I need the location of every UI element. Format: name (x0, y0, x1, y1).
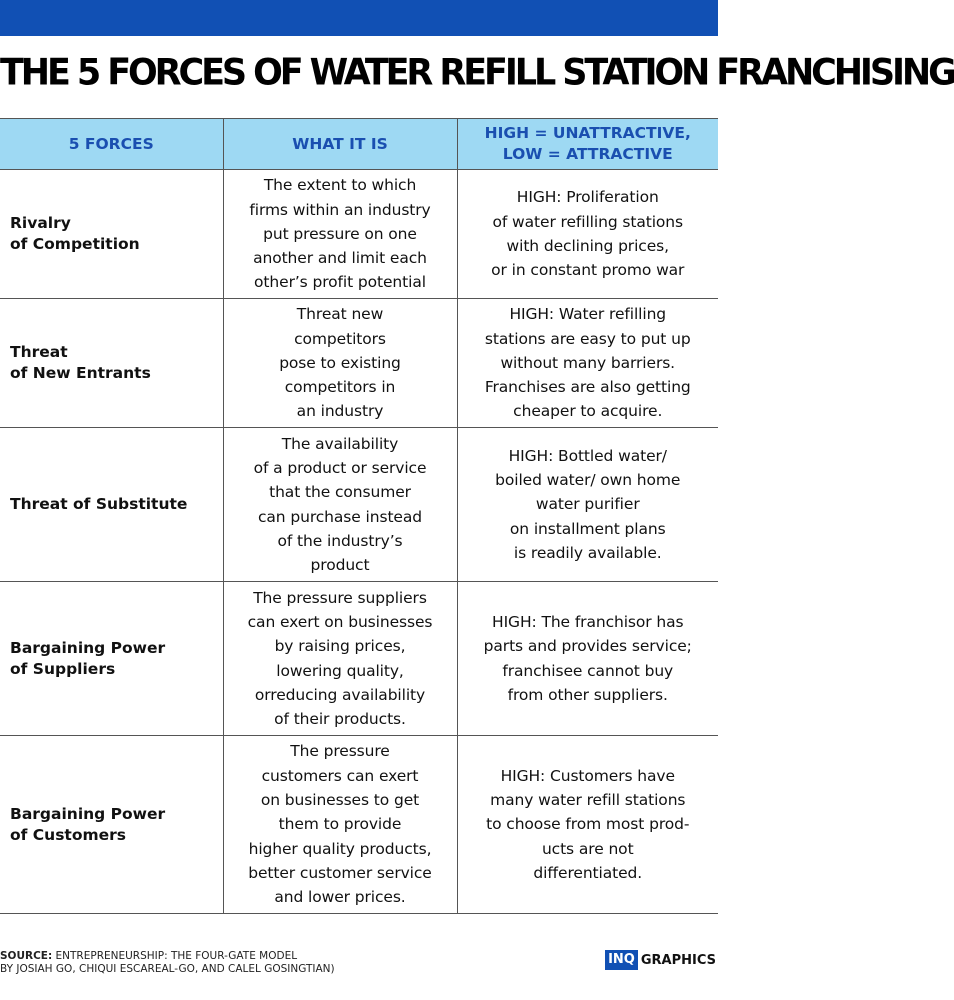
five-forces-table (0, 118, 718, 914)
force-definition: The pressure suppliers can exert on businesses by raising prices, lowering quality, orreducing availability of their products. (223, 582, 457, 736)
table-row (0, 170, 718, 299)
force-definition: The pressure customers can exert on businesses to get them to provide higher quality products, better customer service and lower prices. (223, 736, 457, 914)
table-row (0, 299, 718, 428)
graphics-wordmark: GRAPHICS (640, 952, 716, 968)
force-name: Threat of Substitute (0, 428, 223, 582)
source-credit (0, 950, 560, 976)
page-title: THE 5 FORCES OF WATER REFILL STATION FRANCHISING (0, 52, 954, 95)
force-name: Bargaining Power of Suppliers (0, 582, 223, 736)
table-row (0, 736, 718, 914)
source-text: ENTREPRENEURSHIP: THE FOUR-GATE MODEL (55, 950, 298, 962)
force-name: Bargaining Power of Customers (0, 736, 223, 914)
source-line-1 (0, 950, 560, 963)
table-header-row (0, 119, 718, 170)
source-label: SOURCE: (0, 950, 53, 962)
force-rating: HIGH: Customers have many water refill stations to choose from most prod- ucts are not differentiated. (457, 736, 718, 914)
force-name: Rivalry of Competition (0, 170, 223, 299)
force-name: Threat of New Entrants (0, 299, 223, 428)
force-definition: Threat new competitors pose to existing competitors in an industry (223, 299, 457, 428)
force-rating: HIGH: The franchisor has parts and provides service; franchisee cannot buy from other suppliers. (457, 582, 718, 736)
force-definition: The availability of a product or service that the consumer can purchase instead of the industry’s product (223, 428, 457, 582)
column-header-rating: HIGH = UNATTRACTIVE, LOW = ATTRACTIVE (457, 119, 718, 170)
top-accent-bar (0, 0, 718, 36)
inq-logo-box: INQ (605, 950, 638, 970)
column-header-forces: 5 FORCES (0, 119, 223, 170)
source-line-2: BY JOSIAH GO, CHIQUI ESCAREAL-GO, AND CALEL GOSINGTIAN) (0, 963, 335, 975)
table-row (0, 582, 718, 736)
table-row (0, 428, 718, 582)
inq-graphics-logo (605, 950, 716, 970)
column-header-what-it-is: WHAT IT IS (223, 119, 457, 170)
force-definition: The extent to which firms within an industry put pressure on one another and limit each other’s profit potential (223, 170, 457, 299)
force-rating: HIGH: Proliferation of water refilling stations with declining prices, or in constant promo war (457, 170, 718, 299)
force-rating: HIGH: Bottled water/ boiled water/ own home water purifier on installment plans is readily available. (457, 428, 718, 582)
force-rating: HIGH: Water refilling stations are easy to put up without many barriers. Franchises are also getting cheaper to acquire. (457, 299, 718, 428)
